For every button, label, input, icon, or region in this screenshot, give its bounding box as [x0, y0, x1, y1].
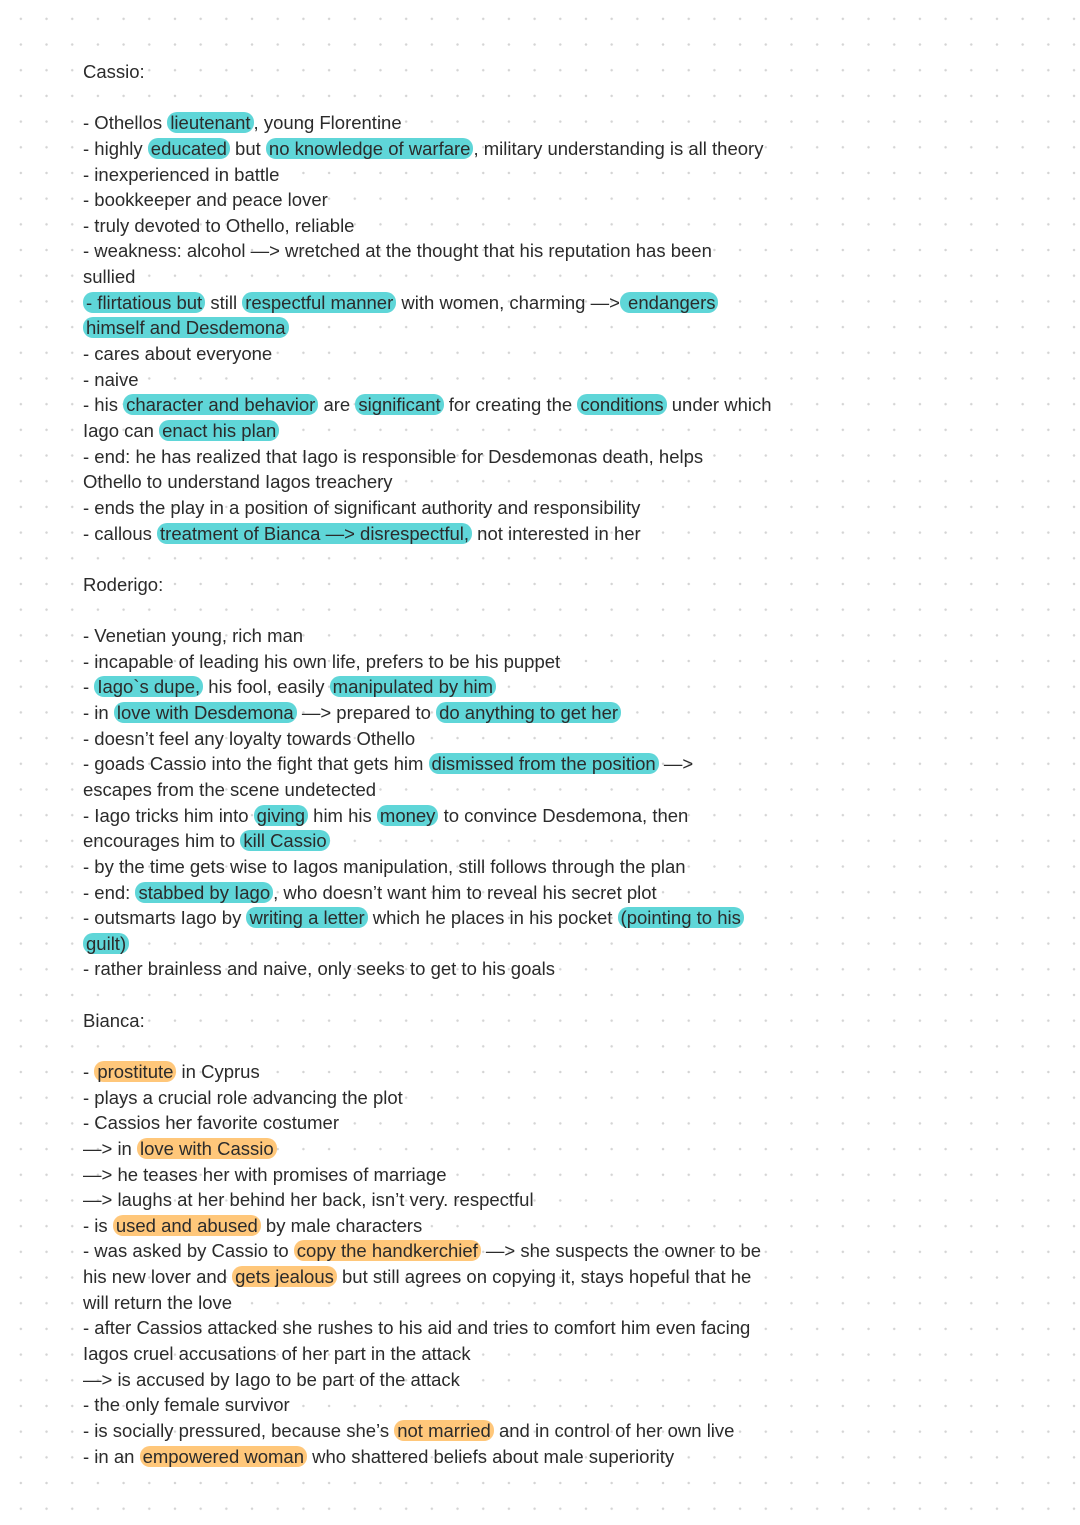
section-heading: Bianca: — [83, 1009, 145, 1031]
highlighted-text: respectful manner — [242, 292, 396, 313]
note-line — [83, 469, 783, 495]
note-line — [83, 367, 783, 393]
section-heading: Roderigo: — [83, 573, 164, 595]
note-line — [83, 1213, 783, 1239]
note-line — [83, 1238, 783, 1264]
note-text: - incapable of leading his own life, prefers to be his puppet — [83, 650, 561, 672]
section-roderigo — [83, 572, 783, 982]
note-text: - in an — [83, 1445, 140, 1467]
highlighted-text: character and behavior — [123, 394, 318, 415]
highlighted-text: treatment of Bianca —> disrespectful, — [157, 523, 472, 544]
note-text: —> she suspects the owner to be — [480, 1240, 762, 1262]
note-line — [83, 341, 783, 367]
highlighted-text: significant — [355, 394, 443, 415]
note-text: - naive — [83, 368, 139, 390]
note-text: Iago can — [83, 419, 160, 441]
note-text: - cares about everyone — [83, 343, 273, 365]
highlighted-text: prostitute — [94, 1061, 176, 1082]
note-line — [83, 110, 783, 136]
note-text: sullied — [83, 266, 136, 288]
note-text: which he places in his pocket — [367, 907, 618, 929]
note-line — [83, 392, 783, 418]
note-text: - weakness: alcohol —> wretched at the thought that his reputation has been — [83, 240, 712, 262]
note-line — [83, 1367, 783, 1393]
section-spacer — [83, 546, 783, 572]
note-text: - rather brainless and naive, only seeks to get to his goals — [83, 958, 556, 980]
note-text: but — [229, 137, 266, 159]
note-text: are — [318, 394, 356, 416]
highlighted-text: endangers — [620, 292, 719, 313]
heading-spacer — [83, 85, 783, 111]
note-text: - outsmarts Iago by — [83, 907, 247, 929]
highlighted-text: money — [377, 805, 439, 826]
note-text: - is — [83, 1214, 113, 1236]
note-text: not interested in her — [472, 522, 641, 544]
note-text: Iagos cruel accusations of her part in the attack — [83, 1343, 471, 1365]
note-text: —> laughs at her behind her back, isn’t very. respectful — [83, 1189, 534, 1211]
section-bianca — [83, 1008, 783, 1470]
note-line — [83, 1341, 783, 1367]
note-line — [83, 1162, 783, 1188]
highlighted-text: empowered woman — [140, 1446, 307, 1467]
note-text: - highly — [83, 137, 148, 159]
note-line — [83, 854, 783, 880]
note-line — [83, 803, 783, 829]
note-line — [83, 315, 783, 341]
note-line — [83, 751, 783, 777]
highlighted-text: manipulated by him — [330, 676, 496, 697]
note-line — [83, 1418, 783, 1444]
highlighted-text: giving — [254, 805, 308, 826]
note-line — [83, 777, 783, 803]
note-text: will return the love — [83, 1291, 233, 1313]
note-line — [83, 495, 783, 521]
note-line — [83, 623, 783, 649]
note-line — [83, 931, 783, 957]
note-text: still — [205, 291, 243, 313]
note-text: - his — [83, 394, 124, 416]
note-line — [83, 1110, 783, 1136]
note-text: to convince Desdemona, then — [438, 804, 689, 826]
highlighted-text: conditions — [577, 394, 666, 415]
section-heading: Cassio: — [83, 61, 145, 82]
highlighted-text: not married — [394, 1420, 494, 1441]
notes-page — [83, 59, 783, 1469]
note-text: —> — [658, 753, 694, 775]
highlighted-text: copy the handkerchief — [294, 1240, 481, 1261]
note-text: - bookkeeper and peace lover — [83, 189, 328, 211]
note-text: - — [83, 676, 95, 698]
note-text: - the only female survivor — [83, 1394, 290, 1416]
heading-spacer — [83, 597, 783, 623]
note-text: who shattered beliefs about male superiority — [307, 1445, 675, 1467]
highlighted-text: himself and Desdemona — [83, 317, 289, 338]
note-line — [83, 905, 783, 931]
note-text: but still agrees on copying it, stays hopeful that he — [336, 1266, 752, 1288]
note-line — [83, 649, 783, 675]
note-line — [83, 1290, 783, 1316]
highlighted-text: gets jealous — [232, 1266, 337, 1287]
note-line — [83, 956, 783, 982]
note-text: - end: — [83, 881, 136, 903]
highlighted-text: educated — [148, 138, 230, 159]
note-line — [83, 828, 783, 854]
highlighted-text: kill Cassio — [240, 830, 329, 851]
note-text: - Venetian young, rich man — [83, 625, 304, 647]
highlighted-text: no knowledge of warfare — [266, 138, 474, 159]
highlighted-text: stabbed by Iago — [135, 882, 273, 903]
note-text: - Cassios her favorite costumer — [83, 1112, 340, 1134]
note-text: - Iago tricks him into — [83, 804, 254, 826]
note-text: - ends the play in a position of significant authority and responsibility — [83, 496, 641, 518]
note-line — [83, 290, 783, 316]
note-text: - doesn’t feel any loyalty towards Othello — [83, 727, 416, 749]
note-text: - — [83, 1060, 95, 1082]
note-text: - Othellos — [83, 112, 168, 134]
note-line — [83, 136, 783, 162]
note-line — [83, 880, 783, 906]
highlighted-text: enact his plan — [159, 420, 279, 441]
note-text: - goads Cassio into the fight that gets him — [83, 753, 429, 775]
highlighted-text: - flirtatious but — [83, 292, 205, 313]
note-text: , who doesn’t want him to reveal his secret plot — [273, 881, 657, 903]
note-text: in Cyprus — [176, 1060, 260, 1082]
note-line — [83, 1264, 783, 1290]
note-text: with women, charming —> — [396, 291, 620, 313]
highlighted-text: love with Desdemona — [114, 702, 297, 723]
highlighted-text: do anything to get her — [436, 702, 621, 723]
highlighted-text: love with Cassio — [137, 1138, 277, 1159]
note-line — [83, 674, 783, 700]
note-line — [83, 700, 783, 726]
note-text: encourages him to — [83, 830, 241, 852]
note-text: - was asked by Cassio to — [83, 1240, 294, 1262]
note-line — [83, 238, 783, 264]
highlighted-text: lieutenant — [167, 112, 253, 133]
note-line — [83, 726, 783, 752]
note-line — [83, 1187, 783, 1213]
note-text: - inexperienced in battle — [83, 163, 280, 185]
note-text: , young Florentine — [253, 112, 402, 134]
highlighted-text: used and abused — [113, 1215, 261, 1236]
note-text: —> prepared to — [296, 702, 437, 724]
note-line — [83, 1444, 783, 1470]
highlighted-text: guilt) — [83, 933, 129, 954]
highlighted-text: Iago`s dupe, — [94, 676, 203, 697]
note-text: escapes from the scene undetected — [83, 778, 377, 800]
note-text: his fool, easily — [203, 676, 330, 698]
heading-spacer — [83, 1033, 783, 1059]
note-line — [83, 521, 783, 547]
note-text: —> is accused by Iago to be part of the attack — [83, 1368, 460, 1390]
note-text: —> he teases her with promises of marriage — [83, 1163, 447, 1185]
note-text: - in — [83, 702, 114, 724]
note-text: - callous — [83, 522, 158, 544]
note-line — [83, 444, 783, 470]
note-line — [83, 1136, 783, 1162]
note-text: , military understanding is all theory — [473, 137, 764, 159]
note-text: and in control of her own live — [493, 1419, 735, 1441]
note-text: by male characters — [260, 1214, 423, 1236]
note-text: - by the time gets wise to Iagos manipulation, still follows through the plan — [83, 855, 686, 877]
note-line — [83, 213, 783, 239]
note-line — [83, 264, 783, 290]
section-cassio — [83, 59, 783, 546]
note-line — [83, 1315, 783, 1341]
highlighted-text: writing a letter — [246, 907, 367, 928]
note-text: - end: he has realized that Iago is responsible for Desdemonas death, helps — [83, 445, 704, 467]
highlighted-text: (pointing to his — [618, 907, 744, 928]
note-text: him his — [308, 804, 377, 826]
note-line — [83, 418, 783, 444]
note-line — [83, 1085, 783, 1111]
note-text: Othello to understand Iagos treachery — [83, 471, 393, 493]
note-line — [83, 187, 783, 213]
note-text: - truly devoted to Othello, reliable — [83, 214, 355, 236]
section-spacer — [83, 982, 783, 1008]
note-text: his new lover and — [83, 1266, 233, 1288]
note-text: - plays a crucial role advancing the plot — [83, 1086, 403, 1108]
note-text: for creating the — [443, 394, 578, 416]
highlighted-text: dismissed from the position — [429, 753, 659, 774]
note-text: - is socially pressured, because she’s — [83, 1419, 395, 1441]
note-line — [83, 1392, 783, 1418]
note-text: —> in — [83, 1137, 137, 1159]
note-line — [83, 1059, 783, 1085]
note-text: - after Cassios attacked she rushes to his aid and tries to comfort him even facing — [83, 1317, 751, 1339]
note-line — [83, 162, 783, 188]
note-text: under which — [666, 394, 772, 416]
